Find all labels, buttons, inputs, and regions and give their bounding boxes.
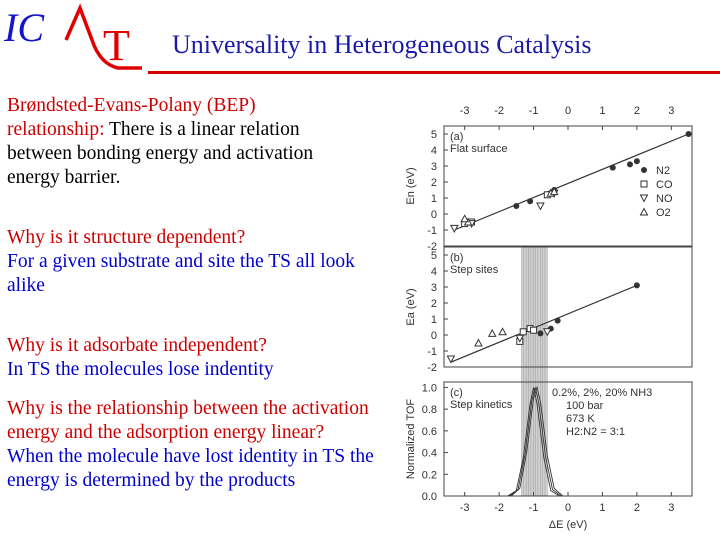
data-point (555, 318, 561, 324)
data-point (627, 161, 633, 167)
chart-panel-2 (405, 247, 692, 374)
y-tick-label: 0 (430, 209, 437, 221)
panel-id: (b) (450, 252, 464, 264)
bep-text: There is a linear relation between bonding energy and activation energy barrier. (7, 119, 314, 188)
linearity-answer: When the molecule have lost identity in TS the energy is determined by the products (7, 446, 374, 491)
y-tick-label: -2 (427, 241, 437, 253)
x-tick-label: 0 (564, 105, 572, 117)
slide-title: Universality in Heterogeneous Catalysis (172, 30, 592, 59)
y-axis-label: Normalized TOF (405, 398, 417, 480)
y-tick-label: 0.2 (421, 469, 437, 482)
data-point (686, 131, 692, 137)
structure-answer: For a given substrate and site the TS all look alike (7, 251, 355, 296)
logo-t-text: T (103, 21, 130, 70)
legend-marker (641, 209, 648, 216)
y-tick-label: 3 (430, 161, 437, 173)
y-tick-label: 3 (430, 282, 437, 294)
adsorbate-paragraph (7, 334, 367, 382)
x-axis-label: ΔE (eV) (548, 519, 588, 531)
legend-marker (641, 181, 647, 187)
y-axis-label: En (eV) (405, 167, 417, 205)
x-tick-label: 1 (599, 502, 606, 514)
y-tick-label: 1 (430, 314, 437, 326)
data-point (513, 203, 519, 209)
x-tick-label: 3 (668, 105, 675, 117)
y-tick-label: 0.0 (421, 491, 437, 503)
adsorbate-answer: In TS the molecules lose indentity (7, 359, 274, 380)
x-tick-label: -3 (459, 502, 470, 514)
condition-label: 0.2%, 2%, 20% NH3 (552, 387, 653, 399)
y-tick-label: 2 (430, 298, 437, 310)
y-tick-label: 5 (430, 129, 437, 141)
x-tick-label: 2 (633, 105, 640, 117)
y-tick-label: -1 (427, 346, 437, 358)
y-tick-label: -2 (427, 362, 437, 374)
condition-label: 100 bar (566, 400, 604, 412)
y-tick-label: 4 (430, 145, 437, 157)
data-point (634, 158, 640, 164)
bep-paragraph (7, 94, 347, 190)
logo-ic-text: IC (4, 5, 44, 50)
y-tick-label: 0.6 (421, 425, 437, 438)
panel-label: Step sites (450, 264, 499, 276)
x-tick-label: -1 (528, 502, 539, 514)
data-point (499, 328, 506, 335)
ict-logo (0, 0, 150, 80)
bep-heading: Brøndsted-Evans-Polany (BEP) relationship: (7, 95, 256, 140)
x-tick-label: -2 (494, 105, 505, 117)
x-tick-label: -1 (528, 105, 539, 117)
panel-label: Step kinetics (450, 399, 513, 411)
bep-figure (384, 94, 704, 534)
chart-panel-1 (405, 105, 692, 253)
title-rule (148, 71, 720, 74)
y-tick-label: 4 (430, 266, 437, 278)
x-tick-label: -2 (494, 502, 505, 514)
legend-marker (641, 167, 647, 173)
legend-label: CO (656, 179, 673, 191)
data-point (520, 329, 526, 335)
data-point (537, 203, 544, 210)
data-point (475, 340, 482, 347)
chart-panel-3 (405, 382, 692, 531)
data-point (489, 330, 496, 337)
y-tick-label: 1 (430, 193, 437, 205)
panel-id: (c) (450, 387, 463, 399)
y-tick-label: 1.0 (421, 382, 437, 395)
y-axis-label: Ea (eV) (405, 288, 417, 326)
x-tick-label: 1 (599, 105, 606, 117)
structure-paragraph (7, 226, 367, 298)
y-tick-label: 0.8 (421, 404, 437, 417)
data-point (531, 327, 537, 333)
legend-label: NO (656, 193, 673, 205)
linearity-paragraph (7, 397, 397, 493)
x-tick-label: 3 (668, 502, 675, 514)
x-tick-label: 0 (564, 502, 572, 514)
data-point (537, 330, 543, 336)
x-tick-label: -3 (459, 105, 470, 117)
y-tick-label: 5 (430, 250, 437, 262)
legend-label: O2 (656, 207, 671, 219)
y-tick-label: 0 (430, 330, 437, 342)
legend-marker (641, 195, 648, 202)
linearity-question: Why is the relationship between the activation energy and the adsorption energy linear? (7, 398, 369, 443)
adsorbate-question: Why is it adsorbate independent? (7, 335, 267, 356)
y-tick-label: 2 (430, 177, 437, 189)
condition-label: 673 K (566, 413, 595, 425)
data-point (634, 282, 640, 288)
condition-label: H2:N2 = 3:1 (566, 426, 626, 438)
data-point (610, 165, 616, 171)
structure-question: Why is it structure dependent? (7, 227, 246, 248)
panel-id: (a) (450, 131, 464, 143)
panel-label: Flat surface (450, 143, 508, 155)
x-tick-label: 2 (633, 502, 640, 514)
y-tick-label: -1 (427, 225, 437, 237)
legend-label: N2 (656, 165, 671, 177)
y-tick-label: 0.4 (421, 447, 437, 460)
data-point (461, 215, 468, 222)
data-point (527, 198, 533, 204)
